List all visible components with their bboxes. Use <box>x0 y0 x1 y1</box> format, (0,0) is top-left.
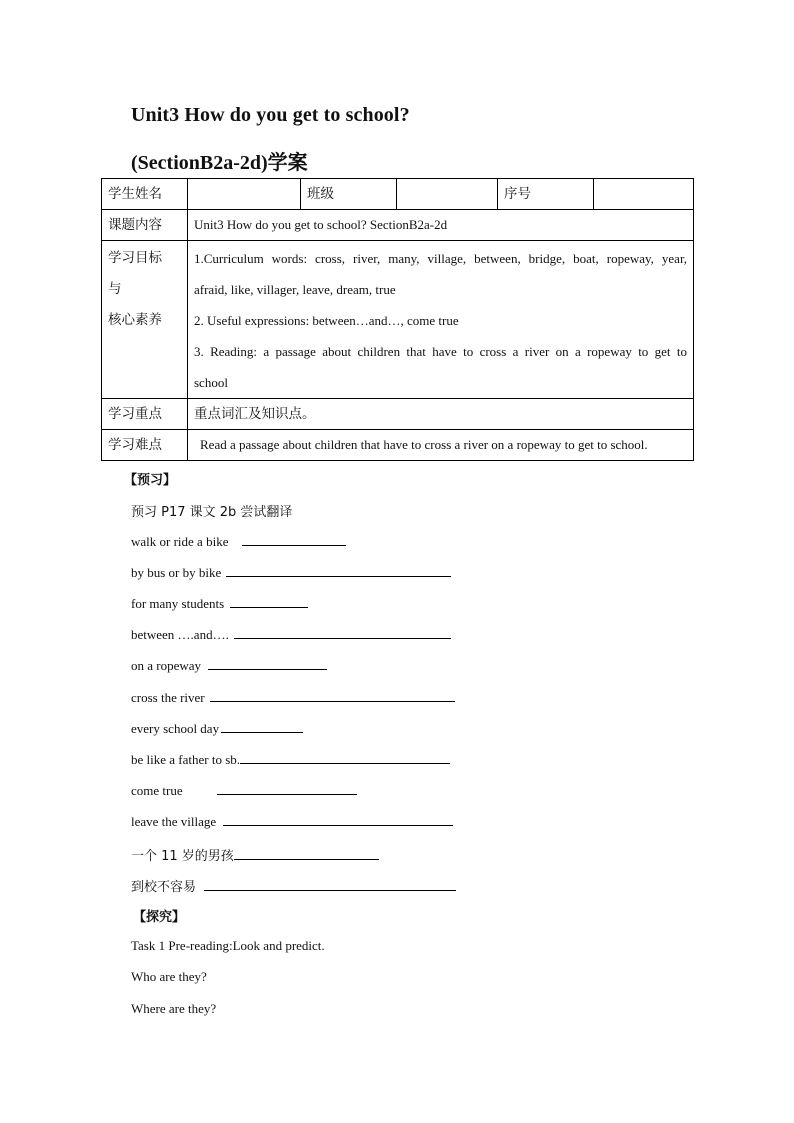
answer-blank[interactable] <box>223 813 453 826</box>
preview-heading: 【预习】 <box>124 473 177 488</box>
task-text: Task 1 Pre-reading:Look and predict. <box>131 938 325 953</box>
number-label: 序号 <box>498 179 594 210</box>
answer-blank[interactable] <box>210 689 455 702</box>
goal-line: afraid, like, villager, leave, dream, true <box>194 282 396 297</box>
list-item <box>131 751 450 768</box>
table-row <box>102 210 694 241</box>
list-item <box>131 689 455 706</box>
table-row <box>102 179 694 210</box>
explore-heading: 【探究】 <box>133 910 186 925</box>
answer-blank[interactable] <box>208 657 327 670</box>
student-name-field[interactable] <box>188 179 301 210</box>
goals-label-line: 核心素养 <box>108 312 162 328</box>
list-item <box>131 626 451 643</box>
page-subtitle: (SectionB2a-2d)学案 <box>131 152 308 174</box>
topic-label: 课题内容 <box>102 210 188 241</box>
item-text: cross the river <box>131 690 205 705</box>
list-item <box>131 720 303 737</box>
preview-instruction: 预习 P17 课文 2b 尝试翻译 <box>131 505 293 520</box>
item-text: for many students <box>131 596 225 611</box>
student-name-label: 学生姓名 <box>102 179 188 210</box>
list-item <box>131 876 456 895</box>
table-row <box>102 430 694 461</box>
answer-blank[interactable] <box>226 564 451 577</box>
answer-blank[interactable] <box>234 847 379 860</box>
goals-label <box>102 241 188 399</box>
list-item <box>131 533 346 550</box>
key-points-value: 重点词汇及知识点。 <box>188 399 694 430</box>
difficulty-label: 学习难点 <box>102 430 188 461</box>
list-item <box>131 782 357 799</box>
item-text: be like a father to sb. <box>131 752 241 767</box>
goal-line: school <box>194 375 228 390</box>
item-text: between ….and…. <box>131 627 229 642</box>
answer-blank[interactable] <box>242 533 346 546</box>
answer-blank[interactable] <box>204 878 456 891</box>
list-item <box>131 813 453 830</box>
goal-line: 1.Curriculum words: cross, river, many, village, between, bridge, boat, ropeway, year, <box>194 251 687 266</box>
lesson-info-table <box>101 178 694 461</box>
answer-blank[interactable] <box>217 782 357 795</box>
item-text: 到校不容易 <box>131 880 197 895</box>
item-text: on a ropeway <box>131 658 202 673</box>
goals-label-line: 与 <box>108 281 122 297</box>
item-text: 一个 11 岁的男孩 <box>131 849 234 864</box>
item-text: come true <box>131 783 183 798</box>
item-text: by bus or by bike <box>131 565 222 580</box>
class-label: 班级 <box>301 179 397 210</box>
item-text: leave the village <box>131 814 217 829</box>
page-title: Unit3 How do you get to school? <box>131 104 410 126</box>
question-text: Who are they? <box>131 969 207 984</box>
topic-value: Unit3 How do you get to school? SectionB2a-2d <box>188 210 694 241</box>
item-text: walk or ride a bike <box>131 534 229 549</box>
list-item <box>131 595 308 612</box>
number-field[interactable] <box>594 179 694 210</box>
key-points-label: 学习重点 <box>102 399 188 430</box>
answer-blank[interactable] <box>230 595 308 608</box>
question-text: Where are they? <box>131 1001 217 1016</box>
item-text: every school day <box>131 721 220 736</box>
answer-blank[interactable] <box>234 626 451 639</box>
list-item <box>131 657 327 674</box>
table-row <box>102 399 694 430</box>
goals-value <box>188 241 694 399</box>
class-field[interactable] <box>397 179 498 210</box>
answer-blank[interactable] <box>240 751 450 764</box>
list-item <box>131 845 379 864</box>
list-item <box>131 564 451 581</box>
difficulty-value: Read a passage about children that have to cross a river on a ropeway to get to school. <box>188 430 694 461</box>
goals-label-line: 学习目标 <box>108 250 162 266</box>
goal-line: 2. Useful expressions: between…and…, come true <box>194 313 459 328</box>
answer-blank[interactable] <box>221 720 303 733</box>
table-row <box>102 241 694 399</box>
goal-line: 3. Reading: a passage about children that have to cross a river on a ropeway to get to <box>194 344 687 359</box>
